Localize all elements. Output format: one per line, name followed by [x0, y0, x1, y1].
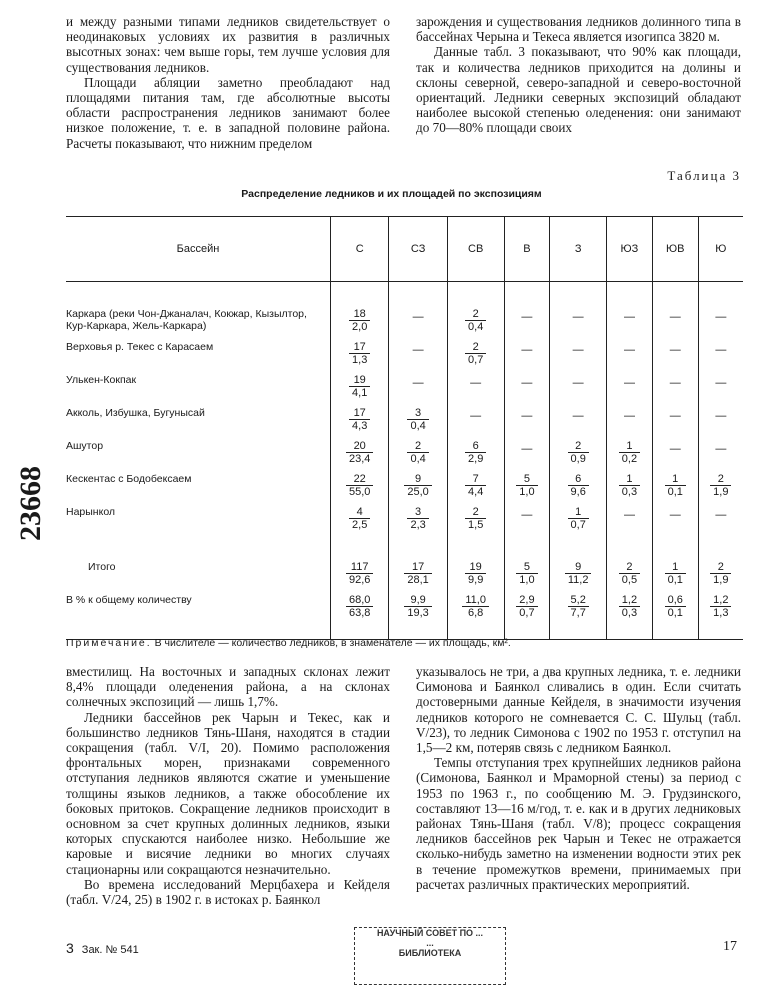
table-cell — [447, 473, 504, 506]
table-label: Таблица 3 — [667, 168, 741, 183]
table-cell — [550, 594, 607, 640]
glacier-area: 0,9 — [570, 453, 586, 465]
paragraph: Площади абляции заметно преобладают над площадями питания там, где абсолютные высоты области распространения ледников занимают более низкое положение, т. е. в западной половине района. Расчеты показывают, что нижним пределом — [66, 74, 390, 151]
glacier-area: 19,3 — [407, 607, 429, 619]
glacier-count: 3 — [407, 506, 428, 519]
table-cell — [698, 407, 743, 440]
fraction — [349, 374, 370, 399]
inventory-number: 23668 — [14, 466, 47, 541]
table-cell — [550, 341, 607, 374]
table-cell — [504, 282, 550, 342]
table-cell — [698, 506, 743, 539]
glacier-count: 17 — [349, 407, 370, 420]
empty-dash: — — [669, 311, 681, 323]
paragraph: Темпы отступания трех крупнейших ледников района (Симонова, Баянкол и Мраморной стены) за период с 1953 по 1963 г., по сообщению М. Э. Грудзинского, составляют 13—16 м/год, т. е. как и в других ледниковых районах Тянь-Шаня (табл. V/8); процесс сокращения ледников бассейнов рек Чарын и Текес не отражается сколько-нибудь заметно на изменении водности этих рек в течение промежутков времени, принимаемых при расчетах различных практических мероприятий. — [416, 755, 741, 892]
glacier-count: 17 — [349, 341, 370, 354]
table-cell — [698, 473, 743, 506]
table-row — [66, 407, 743, 440]
table-cell — [447, 341, 504, 374]
empty-dash: — — [715, 311, 727, 323]
table-row — [66, 341, 743, 374]
table-cell — [698, 539, 743, 594]
fraction — [462, 594, 489, 619]
glacier-count: 2 — [619, 561, 640, 574]
glacier-count: 68,0 — [346, 594, 373, 607]
glacier-area: 1,3 — [352, 354, 368, 366]
table-cell — [607, 473, 653, 506]
row-label: Акколь, Избушка, Бугунысай — [66, 407, 205, 419]
glacier-count: 2 — [710, 561, 731, 574]
text-bottom-left — [66, 664, 390, 907]
fraction — [346, 594, 373, 619]
row-label: Ашутор — [66, 440, 104, 452]
paragraph: зарождения и существования ледников долинного типа в бассейнах Черына и Текеса является изогипса 3820 м. — [416, 14, 741, 45]
empty-dash: — — [470, 377, 482, 389]
glacier-count: 19 — [349, 374, 370, 387]
glacier-count: 7 — [465, 473, 486, 486]
table-row — [66, 594, 743, 640]
table-cell — [652, 440, 698, 473]
glacier-count: 6 — [465, 440, 486, 453]
fraction — [516, 594, 537, 619]
paragraph: Данные табл. 3 показывают, что 90% как площади, так и количества ледников приходится на долины и склоны северной, северо-западной и северо-восточной ориентаций. Ледники северных экспозиций обладают наиболее высокой степенью оледенения: они занимают до 70—80% площади своих — [416, 44, 741, 136]
table-cell — [550, 440, 607, 473]
glacier-area: 2,9 — [468, 453, 484, 465]
fraction — [465, 341, 486, 366]
fraction — [710, 594, 731, 619]
table-cell — [607, 539, 653, 594]
glacier-area: 1,9 — [713, 486, 729, 498]
glacier-area: 4,3 — [352, 420, 368, 432]
row-label: Верховья р. Текес с Карасаем — [66, 341, 214, 353]
glacier-area: 1,0 — [519, 486, 535, 498]
glacier-count: 18 — [349, 308, 370, 321]
table-cell — [447, 374, 504, 407]
fraction — [465, 506, 486, 531]
glacier-count: 2,9 — [516, 594, 537, 607]
table-cell — [698, 440, 743, 473]
table-cell — [447, 407, 504, 440]
glacier-area: 0,1 — [667, 486, 683, 498]
glacier-area: 23,4 — [348, 453, 371, 465]
glacier-count: 3 — [407, 407, 428, 420]
column-header: З — [550, 217, 607, 282]
table-cell — [504, 539, 550, 594]
empty-dash: — — [521, 311, 533, 323]
fraction — [516, 561, 537, 586]
glacier-area: 4,4 — [468, 486, 484, 498]
fraction — [465, 473, 486, 498]
glacier-area: 28,1 — [407, 574, 429, 586]
table-cell — [389, 282, 447, 342]
fraction — [516, 473, 537, 498]
table-cell — [698, 594, 743, 640]
empty-dash: — — [623, 311, 635, 323]
column-header: С — [331, 217, 389, 282]
paragraph: Ледники бассейнов рек Чарын и Текес, как и большинство ледников Тянь-Шаня, находятся в стадии сокращения (табл. V/I, 20). Помимо расположения фронтальных морен, признаками современного отступания ледников являются сжатие и уменьшение толщины языков ледников, а также обособление их боковых притоков. Сокращение ледников происходит в основном за счет крупных долинных ледников, языки которых спускаются наиболее низко. Небольшие же каровые и висячие ледники во многих случаях стационарны или сокращаются незначительно. — [66, 709, 390, 877]
table-cell — [504, 594, 550, 640]
table-cell — [550, 407, 607, 440]
fraction — [565, 561, 592, 586]
table-cell — [331, 539, 389, 594]
column-header: Бассейн — [66, 217, 331, 282]
fraction — [404, 473, 431, 498]
table-cell — [447, 539, 504, 594]
empty-dash: — — [715, 377, 727, 389]
glacier-count: 2 — [710, 473, 731, 486]
table-cell — [652, 506, 698, 539]
table-cell — [331, 440, 389, 473]
column-header: СЗ — [389, 217, 447, 282]
table-cell — [389, 506, 447, 539]
glacier-count: 1 — [665, 473, 686, 486]
table-cell — [550, 374, 607, 407]
empty-dash: — — [715, 344, 727, 356]
table-cell — [550, 473, 607, 506]
table-cell — [447, 506, 504, 539]
glacier-area: 1,3 — [713, 607, 729, 619]
empty-dash: — — [412, 344, 424, 356]
glacier-area: 9,6 — [570, 486, 586, 498]
fraction — [568, 594, 589, 619]
fraction — [710, 473, 731, 498]
table-cell — [331, 506, 389, 539]
glacier-area: 0,4 — [410, 453, 426, 465]
empty-dash: — — [715, 509, 727, 521]
fraction — [568, 506, 589, 531]
order-number: Зак. № 541 — [81, 944, 139, 956]
table-row — [66, 506, 743, 539]
stamp-line: НАУЧНЫЙ СОВЕТ ПО ... — [376, 928, 484, 938]
glacier-count: 11,0 — [462, 594, 489, 607]
table-cell — [504, 473, 550, 506]
glacier-count: 2 — [465, 341, 486, 354]
table-cell — [389, 539, 447, 594]
glacier-count: 5,2 — [568, 594, 589, 607]
column-header: В — [504, 217, 550, 282]
column-header: СВ — [447, 217, 504, 282]
table-cell — [652, 407, 698, 440]
table-cell — [550, 282, 607, 342]
table-cell — [389, 473, 447, 506]
glacier-count: 5 — [516, 561, 537, 574]
empty-dash: — — [412, 311, 424, 323]
page-number: 17 — [723, 939, 737, 954]
glacier-area: 0,1 — [667, 607, 683, 619]
glacier-count: 19 — [465, 561, 486, 574]
empty-dash: — — [669, 410, 681, 422]
table-cell — [331, 473, 389, 506]
glacier-area: 1,0 — [519, 574, 535, 586]
table-cell — [607, 506, 653, 539]
glacier-count: 2 — [465, 506, 486, 519]
empty-dash: — — [623, 344, 635, 356]
table-note — [66, 637, 746, 649]
glacier-count: 9 — [565, 561, 592, 574]
footer-signature — [66, 940, 139, 956]
fraction — [346, 473, 373, 498]
row-label: Кескентас с Бодобексаем — [66, 473, 192, 485]
table-cell — [389, 440, 447, 473]
glacier-area: 0,3 — [621, 607, 638, 619]
fraction — [619, 594, 640, 619]
glacier-area: 0,7 — [570, 519, 586, 531]
fraction — [407, 506, 428, 531]
row-label: В % к общему количеству — [66, 594, 331, 640]
glacier-count: 2 — [407, 440, 428, 453]
glacier-count: 1 — [619, 440, 640, 453]
table-cell — [504, 341, 550, 374]
fraction — [568, 473, 589, 498]
table-cell — [331, 374, 389, 407]
glacier-count: 9,9 — [404, 594, 431, 607]
table-cell — [550, 539, 607, 594]
text-bottom-right — [416, 664, 741, 892]
glacier-area: 2,0 — [352, 321, 368, 333]
glacier-area: 1,5 — [468, 519, 484, 531]
glacier-area: 0,7 — [468, 354, 484, 366]
table-cell — [331, 282, 389, 342]
glacier-count: 1 — [619, 473, 640, 486]
fraction — [349, 407, 370, 432]
table-cell — [607, 282, 653, 342]
fraction — [710, 561, 731, 586]
glacier-count: 2 — [568, 440, 589, 453]
empty-dash: — — [572, 410, 584, 422]
fraction — [349, 308, 370, 333]
table-row — [66, 374, 743, 407]
fraction — [665, 594, 686, 619]
table-cell — [698, 341, 743, 374]
glacier-area: 9,9 — [468, 574, 484, 586]
row-label: Улькен-Кокпак — [66, 374, 137, 386]
stamp-line: ... — [426, 938, 434, 948]
empty-dash: — — [623, 410, 635, 422]
table-cell — [447, 440, 504, 473]
glacier-area: 2,5 — [352, 519, 368, 531]
table-cell — [698, 374, 743, 407]
table-cell — [447, 594, 504, 640]
glacier-area: 63,8 — [348, 607, 371, 619]
empty-dash: — — [572, 377, 584, 389]
glacier-area: 4,1 — [352, 387, 368, 399]
empty-dash: — — [521, 410, 533, 422]
table-row — [66, 282, 743, 342]
glacier-area: 7,7 — [570, 607, 586, 619]
table-cell — [389, 594, 447, 640]
table-cell — [389, 374, 447, 407]
glacier-area: 55,0 — [348, 486, 371, 498]
text-top-left — [66, 14, 390, 151]
table-cell — [698, 282, 743, 342]
glacier-area: 92,6 — [348, 574, 371, 586]
empty-dash: — — [669, 344, 681, 356]
fraction — [407, 407, 428, 432]
table-row — [66, 440, 743, 473]
empty-dash: — — [572, 344, 584, 356]
note-label: Примечание. — [66, 637, 152, 649]
table-row — [66, 473, 743, 506]
column-header: Ю — [698, 217, 743, 282]
glacier-count: 117 — [346, 561, 373, 574]
library-stamp — [354, 927, 506, 985]
empty-dash: — — [669, 377, 681, 389]
glacier-count: 5 — [516, 473, 537, 486]
table-cell — [504, 374, 550, 407]
table-cell — [652, 374, 698, 407]
table-cell — [607, 440, 653, 473]
table-cell — [607, 341, 653, 374]
table-cell — [652, 594, 698, 640]
fraction — [619, 440, 640, 465]
paragraph: вместилищ. На восточных и западных склонах лежит 8,4% площади оледенения района, а на склонах солнечных экспозиций — лишь 1,7%. — [66, 664, 390, 710]
empty-dash: — — [521, 344, 533, 356]
glacier-count: 1 — [665, 561, 686, 574]
table-cell — [504, 506, 550, 539]
empty-dash: — — [669, 509, 681, 521]
table-cell — [331, 407, 389, 440]
glacier-count: 2 — [465, 308, 486, 321]
table-cell — [504, 440, 550, 473]
fraction — [346, 440, 373, 465]
fraction — [407, 440, 428, 465]
row-label: Нарынкол — [66, 506, 116, 518]
fraction — [349, 506, 370, 531]
table-cell — [607, 407, 653, 440]
table-cell — [607, 374, 653, 407]
glacier-table — [66, 216, 743, 640]
table-cell — [331, 341, 389, 374]
glacier-count: 1,2 — [710, 594, 731, 607]
glacier-count: 22 — [346, 473, 373, 486]
glacier-area: 0,7 — [519, 607, 535, 619]
table-cell — [389, 407, 447, 440]
glacier-area: 0,3 — [621, 486, 638, 498]
glacier-count: 9 — [404, 473, 431, 486]
empty-dash: — — [715, 443, 727, 455]
table-cell — [389, 341, 447, 374]
paragraph: Во времена исследований Мерцбахера и Кейделя (табл. V/24, 25) в 1902 г. в истоках р. Баянкол — [66, 876, 390, 908]
row-label: Каркара (реки Чон-Джаналач, Кокжар, Кызылтор, Кур-Каркара, Жель-Каркара) — [66, 308, 307, 332]
fraction — [349, 341, 370, 366]
table-cell — [652, 341, 698, 374]
empty-dash: — — [715, 410, 727, 422]
empty-dash: — — [412, 377, 424, 389]
paragraph: и между разными типами ледников свидетельствует о неодинаковых условиях их развития в различных высотных зонах: чем выше горы, тем лучше условия для существования ледников. — [66, 14, 390, 75]
fraction — [465, 561, 486, 586]
table-cell — [550, 506, 607, 539]
table-row — [66, 539, 743, 594]
glacier-count: 17 — [404, 561, 431, 574]
glacier-area: 0,4 — [410, 420, 426, 432]
column-header: ЮВ — [652, 217, 698, 282]
glacier-area: 0,1 — [667, 574, 683, 586]
glacier-area: 2,3 — [410, 519, 426, 531]
fraction — [619, 473, 640, 498]
empty-dash: — — [470, 410, 482, 422]
table-cell — [447, 282, 504, 342]
glacier-count: 1,2 — [619, 594, 640, 607]
empty-dash: — — [623, 509, 635, 521]
table-cell — [652, 539, 698, 594]
empty-dash: — — [669, 443, 681, 455]
table-cell — [504, 407, 550, 440]
fraction — [346, 561, 373, 586]
fraction — [568, 440, 589, 465]
fraction — [465, 308, 486, 333]
glacier-area: 1,9 — [713, 574, 729, 586]
empty-dash: — — [521, 509, 533, 521]
glacier-count: 0,6 — [665, 594, 686, 607]
note-text: В числителе — количество ледников, в знаменателе — их площадь, км². — [154, 637, 511, 649]
glacier-count: 6 — [568, 473, 589, 486]
glacier-count: 1 — [568, 506, 589, 519]
column-header: ЮЗ — [607, 217, 653, 282]
glacier-count: 4 — [349, 506, 370, 519]
empty-dash: — — [623, 377, 635, 389]
glacier-area: 6,8 — [468, 607, 484, 619]
glacier-area: 0,4 — [468, 321, 484, 333]
glacier-area: 25,0 — [407, 486, 429, 498]
text-top-right — [416, 14, 741, 136]
fraction — [665, 561, 686, 586]
row-label: Итого — [88, 561, 116, 573]
sheet-number: 3 — [66, 940, 74, 956]
glacier-area: 11,2 — [567, 574, 589, 586]
fraction — [404, 561, 431, 586]
fraction — [404, 594, 431, 619]
glacier-area: 0,2 — [621, 453, 638, 465]
stamp-line: БИБЛИОТЕКА — [398, 948, 462, 958]
table-cell — [607, 594, 653, 640]
empty-dash: — — [521, 443, 533, 455]
fraction — [619, 561, 640, 586]
table-cell — [652, 473, 698, 506]
table-cell — [331, 594, 389, 640]
glacier-area: 0,5 — [621, 574, 638, 586]
glacier-count: 20 — [346, 440, 373, 453]
paragraph: указывалось не три, а два крупных ледника, т. е. ледники Симонова и Баянкол сливались в один. Если считать достоверными данные Кейделя, в значимости изучения ледников которого не сомневается С. С. Шульц (табл. V/23), то ледник Симонова с 1902 по 1953 г. отступил на 1,5—2 км, потеряв связь с ледником Баянкол. — [416, 664, 741, 756]
empty-dash: — — [572, 311, 584, 323]
fraction — [465, 440, 486, 465]
fraction — [665, 473, 686, 498]
empty-dash: — — [521, 377, 533, 389]
table-cell — [652, 282, 698, 342]
table-title: Распределение ледников и их площадей по экспозициям — [241, 188, 542, 200]
